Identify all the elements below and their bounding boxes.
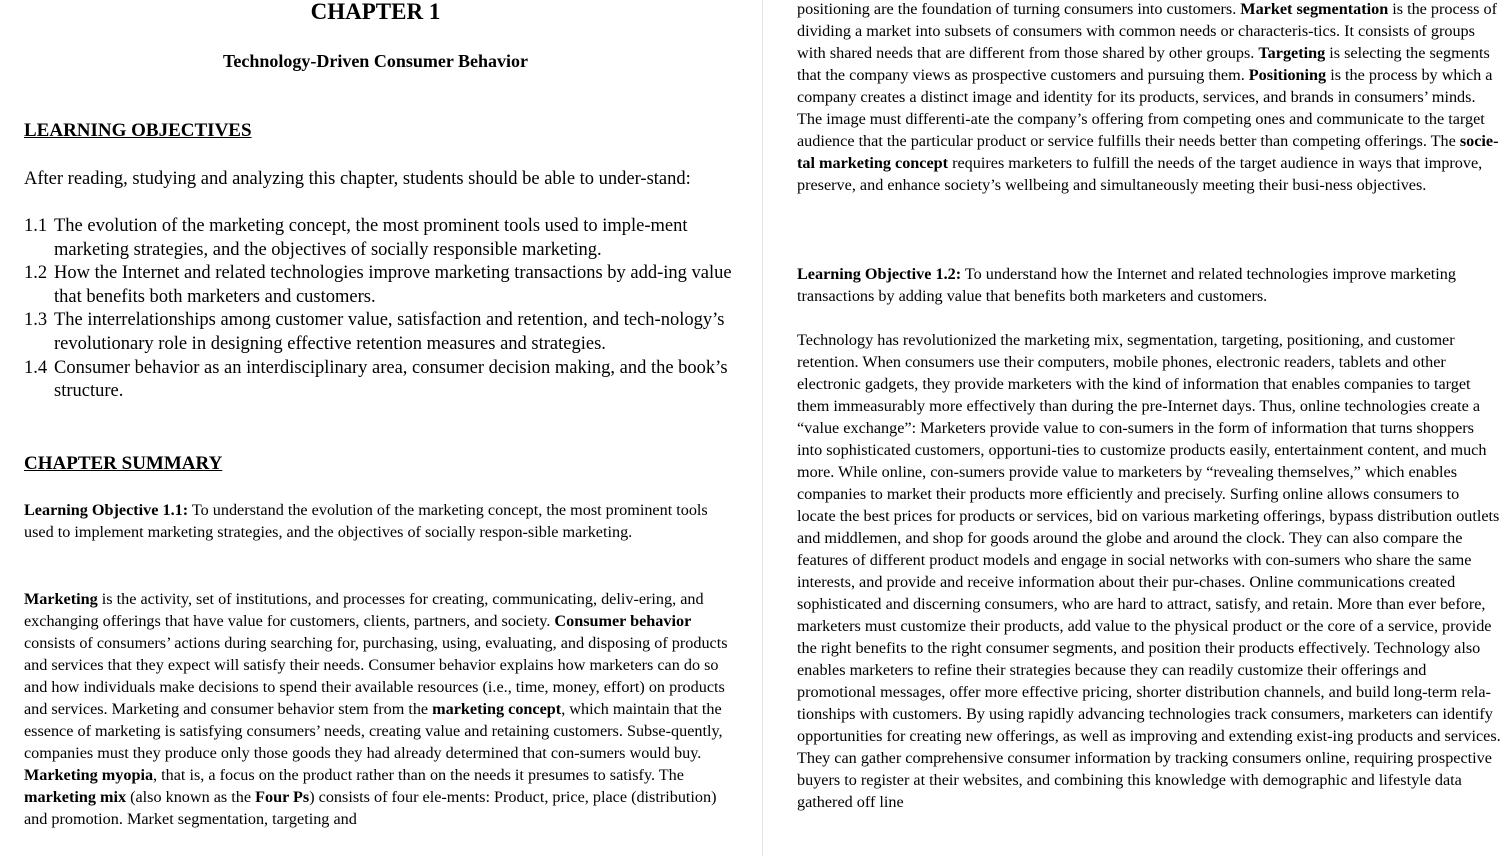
objective-number: 1.2 xyxy=(24,263,48,284)
term-positioning: Positioning xyxy=(1248,66,1327,84)
body-text: is selecting the segments that the company views as prospective customers and pursuing them. xyxy=(797,44,1490,84)
term-marketing-mix: marketing mix xyxy=(24,788,127,806)
objective-text: The evolution of the marketing concept, the most prominent tools used to imple-ment marketing strategies, and the objectives of socially responsible marketing. xyxy=(54,216,688,260)
objectives-list xyxy=(24,215,734,404)
term-marketing-concept: marketing concept xyxy=(432,700,562,718)
marketing-paragraph xyxy=(24,588,729,830)
objective-text: Consumer behavior as an interdisciplinary area, consumer decision making, and the book’s structure. xyxy=(54,357,728,402)
chapter-summary-heading: CHAPTER SUMMARY xyxy=(24,453,223,474)
term-marketing-myopia: Marketing myopia xyxy=(24,766,154,784)
lo-text: To understand how the Internet and related technologies improve marketing transactions by adding value that benefits both marketers and customers. xyxy=(797,265,1456,305)
body-text: is the process by which a company creates a distinct image and identity for its products, services, and brands in consumers’ minds. The image must differenti-ate the company’s offering from competing ones and communicate to the target audience that the particular product or service fulfills their needs better than competing offerings. The xyxy=(797,66,1493,150)
learning-objectives-heading: LEARNING OBJECTIVES xyxy=(24,120,252,141)
objective-text: The interrelationships among customer value, satisfaction and retention, and tech-nology’s revolutionary role in designing effective retention measures and strategies. xyxy=(54,310,725,354)
objective-number: 1.3 xyxy=(24,310,48,331)
objective-number: 1.1 xyxy=(24,216,48,236)
learning-objective-1-1 xyxy=(24,499,729,543)
lo-label: Learning Objective 1.1: xyxy=(24,501,189,519)
body-text: is the activity, set of institutions, and processes for creating, communicating, deliv-ering, and exchanging offerings that have value for customers, clients, partners, and society. xyxy=(24,590,704,630)
body-text: is the process of dividing a market into subsets of consumers with common needs or characteris-tics. It consists of groups with shared needs that are different from those shared by other groups. xyxy=(797,0,1497,62)
objective-text: How the Internet and related technologies improve marketing transactions by add-ing value that benefits both marketers and customers. xyxy=(54,263,732,307)
objective-item xyxy=(24,309,734,356)
technology-paragraph: Technology has revolutionized the marketing mix, segmentation, targeting, positioning, and customer retention. When consumers use their computers, mobile phones, electronic readers, tablets and other electronic gadgets, they provide marketers with the kind of information that enables companies to target them immeasurably more effectively than during the pre-Internet days. Thus, online technologies create a “value exchange”: Marketers provide value to con-sumers in the form of information that turns shoppers into sophisticated customers, opportuni-ties to customize products easily, entertainment content, and much more. While online, con-sumers provide value to marketers by “revealing themselves,” which enables companies to market their products more efficiently and precisely. Surfing online allows consumers to locate the best prices for products or services, bid on various marketing offerings, bypass distribution outlets and middlemen, and shop for goods around the globe and around the clock. They can also compare the features of different product models and engage in social networks with con-sumers who share the same interests, and provide and receive information about their pur-chases. Online communications created sophisticated and discerning consumers, who are hard to attract, satisfy, and retain. More than ever before, marketers must customize their products, add value to the physical product or the core of a service, provide the right benefits to the right consumer segments, and position their products effectively. Technology also enables marketers to refine their strategies because they can readily customize their offerings and promotional messages, offer more effective pricing, shorter distribution channels, and build long-term rela-tionships with customers. By using rapidly advancing technologies track consumers, marketers can identify opportunities for creating new offerings, as well as improving and extending exist-ing products and services. They can gather comprehensive consumer information by tracking consumers online, requiring prospective buyers to register at their websites, and combining this knowledge with demographic and lifestyle data gathered off line xyxy=(797,331,1501,811)
term-marketing: Marketing xyxy=(24,590,98,608)
term-consumer-behavior: Consumer behavior xyxy=(554,612,692,630)
chapter-subtitle: Technology-Driven Consumer Behavior xyxy=(222,51,528,71)
body-text: requires marketers to fulfill the needs of the target audience in ways that improve, preserve, and enhance society’s wellbeing and simultaneously meeting their busi-ness objectives. xyxy=(797,154,1483,194)
term-market-segmentation: Market segmentation xyxy=(1240,0,1389,18)
body-text: consists of consumers’ actions during searching for, purchasing, using, evaluating, and disposing of products and services that they expect will satisfy their needs. Consumer behavior explains how marketers can do so and how individuals make decisions to spend their available resources (i.e., time, money, effort) on products and services. Marketing and consumer behavior stem from the xyxy=(24,634,728,718)
objectives-intro: After reading, studying and analyzing this chapter, students should be able to under-stand: xyxy=(24,169,691,189)
lo-label: Learning Objective 1.2: xyxy=(797,265,962,283)
lo-text: To understand the evolution of the marketing concept, the most prominent tools used to implement marketing strategies, and the objectives of socially respon-sible marketing. xyxy=(24,501,708,541)
page-divider xyxy=(762,0,763,856)
term-targeting: Targeting xyxy=(1258,44,1326,62)
learning-objective-1-2 xyxy=(797,263,1501,307)
body-text: positioning are the foundation of turning consumers into customers. xyxy=(797,0,1241,18)
body-text: , that is, a focus on the product rather than on the needs it presumes to satisfy. The xyxy=(153,766,684,784)
objective-item xyxy=(24,357,734,404)
body-text: (also known as the xyxy=(126,788,256,806)
segmentation-paragraph xyxy=(797,0,1501,196)
body-text: , which maintain that the essence of marketing is satisfying consumers’ needs, creating value and retaining customers. Subse-quently, companies must they produce only those goods they had already determined that con-sumers would buy. xyxy=(24,700,723,762)
objective-number: 1.4 xyxy=(24,357,48,378)
term-societal-marketing-concept: socie-tal marketing concept xyxy=(797,132,1499,172)
body-text: ) consists of four ele-ments: Product, price, place (distribution) and promotion. Market segmentation, targeting and xyxy=(24,788,717,828)
term-four-ps: Four Ps xyxy=(255,788,310,806)
objective-item xyxy=(24,262,734,309)
chapter-title: CHAPTER 1 xyxy=(310,0,441,24)
objective-item xyxy=(24,215,734,262)
